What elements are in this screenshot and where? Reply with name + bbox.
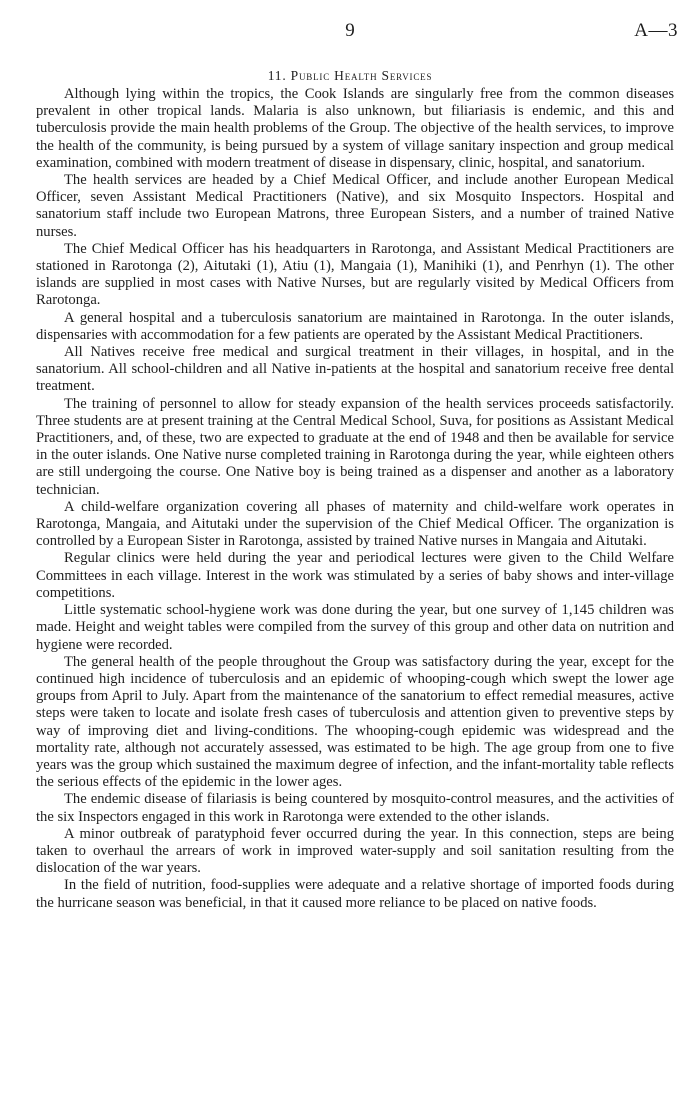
paragraph-headquarters: The Chief Medical Officer has his headquarters in Rarotonga, and Assistant Medical Practitioners are stationed in Rarotonga (2), Aitutaki (1), Atiu (1), Mangaia (1), Manihiki (1), and Penrhyn (1). The other islands are supplied in most cases with Native Nurses, but are regularly visited by Medical Officers from Rarotonga. <box>36 240 674 309</box>
section-title: 11. Public Health Services <box>267 68 433 83</box>
page-reference: A—3 <box>634 20 678 41</box>
paragraph-child-welfare: A child-welfare organization covering all phases of maternity and child-welfare work operates in Rarotonga, Mangaia, and Aitutaki under the supervision of the Chief Medical Officer. The organization is controlled by a European Sister in Rarotonga, assisted by trained Native nurses in Mangaia and Aitutaki. <box>36 498 674 550</box>
paragraph-general-health: The general health of the people throughout the Group was satisfactory during the year, except for the continued high incidence of tuberculosis and an epidemic of whooping-cough which swept the lower age groups from April to July. Apart from the maintenance of the sanatorium to effect remedial measures, active steps were taken to locate and isolate fresh cases of tuberculosis and attention given to preventive steps by way of improving diet and living-conditions. The whooping-cough epidemic was widespread and the mortality rate, although not accurately assessed, was estimated to be high. The age group from one to five years was the group which sustained the maximum degree of infection, and the infant-mortality table reflects the serious effects of the epidemic in the lower ages. <box>36 653 674 791</box>
page-number: 9 <box>345 20 355 41</box>
paragraph-nutrition: In the field of nutrition, food-supplies were adequate and a relative shortage of imported foods during the hurricane season was beneficial, in that it caused more reliance to be placed on native foods. <box>36 877 674 911</box>
paragraph-paratyphoid: A minor outbreak of paratyphoid fever occurred during the year. In this connection, steps are being taken to overhaul the arrears of work in improved water-supply and soil sanitation resulting from the dislocation of the war years. <box>36 825 674 877</box>
paragraph-training: The training of personnel to allow for steady expansion of the health services proceeds satisfactorily. Three students are at present training at the Central Medical School, Suva, for positions as Assistant Medical Practitioners, and, of these, two are expected to graduate at the end of 1948 and then be available for service in the outer islands. One Native nurse completed training in Rarotonga during the year, while eighteen others are still undergoing the course. One Native boy is being trained as a dispenser and another as a laboratory technician. <box>36 395 674 498</box>
paragraph-staff: The health services are headed by a Chief Medical Officer, and include another European Medical Officer, seven Assistant Medical Practitioners (Native), and six Mosquito Inspectors. Hospital and sanatorium staff include two European Matrons, three European Sisters, and a number of trained Native nurses. <box>36 172 674 240</box>
paragraph-free-treatment: All Natives receive free medical and surgical treatment in their villages, in hospital, and in the sanatorium. All school-children and all Native in-patients at the hospital and sanatorium receive free dental treatment. <box>36 344 674 395</box>
paragraph-school-hygiene: Little systematic school-hygiene work was done during the year, but one survey of 1,145 children was made. Height and weight tables were compiled from the survey of this group and other data on nutrition and hygiene were recorded. <box>36 602 674 653</box>
paragraph-filariasis: The endemic disease of filariasis is being countered by mosquito-control measures, and the activities of the six Inspectors engaged in this work in Rarotonga were extended to the other islands. <box>36 791 674 825</box>
paragraph-hospital: A general hospital and a tuberculosis sanatorium are maintained in Rarotonga. In the outer islands, dispensaries with accommodation for a few patients are operated by the Assistant Medical Practitioners. <box>36 309 674 343</box>
body-text <box>36 86 674 912</box>
paragraph-intro: Although lying within the tropics, the Cook Islands are singularly free from the common diseases prevalent in other tropical lands. Malaria is also unknown, but filiariasis is endemic, and this and tuberculosis provide the main health problems of the Group. The objective of the health services, to improve the health of the community, is being pursued by a system of village sanitary inspection and group medical examination, combined with modern treatment of disease in dispensary, clinic, hospital, and sanatorium. <box>36 86 674 171</box>
paragraph-clinics: Regular clinics were held during the year and periodical lectures were given to the Child Welfare Committees in each village. Interest in the work was stimulated by a series of baby shows and inter-village competitions. <box>36 550 674 601</box>
